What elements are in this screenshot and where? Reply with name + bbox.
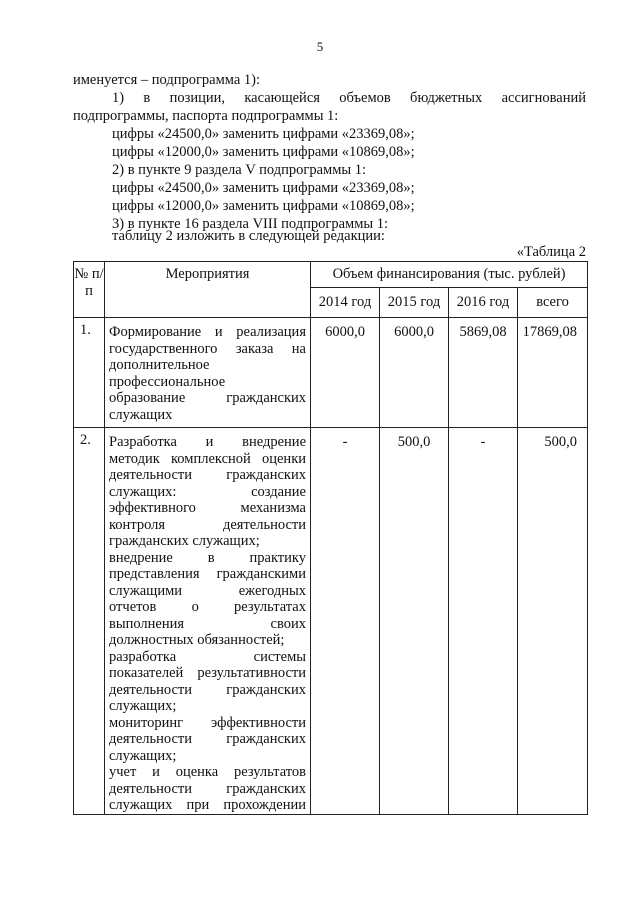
- intro-line-1: именуется – подпрограмма 1):: [73, 72, 261, 88]
- intro-line-10: таблицу 2 изложить в следующей редакции:: [112, 228, 385, 244]
- description-line: учет и оценка результатов: [109, 764, 306, 780]
- description-line: служащих;: [109, 698, 177, 714]
- description-line: Формирование и реализация: [109, 324, 306, 340]
- description-line: деятельности гражданских: [109, 780, 306, 797]
- description-line: показателей результативности: [109, 665, 306, 681]
- intro-line-4: цифры «24500,0» заменить цифрами «23369,08»;: [112, 126, 415, 142]
- description-line: служащих;: [109, 747, 177, 764]
- header-number: № п/п: [74, 262, 105, 318]
- header-total: всего: [518, 288, 588, 318]
- description-line: служащих при прохождении: [109, 797, 306, 813]
- description-line: контроля деятельности: [109, 516, 306, 533]
- description-line: мониторинг эффективности: [109, 714, 306, 731]
- value-2015: 500,0: [380, 428, 449, 815]
- description-line: отчетов о результатах: [109, 599, 306, 615]
- value-2014: 6000,0: [311, 318, 380, 428]
- description-line: эффективного механизма: [109, 500, 306, 516]
- intro-line-3: подпрограммы, паспорта подпрограммы 1:: [73, 108, 339, 124]
- table-caption: «Таблица 2: [516, 244, 586, 260]
- intro-line-5: цифры «12000,0» заменить цифрами «10869,08»;: [112, 144, 415, 160]
- description-line: внедрение в практику: [109, 549, 306, 566]
- header-funding: Объем финансирования (тыс. рублей): [311, 262, 588, 288]
- intro-line-8: цифры «12000,0» заменить цифрами «10869,08»;: [112, 198, 415, 214]
- description-line: методик комплексной оценки: [109, 450, 306, 467]
- value-2014: -: [311, 428, 380, 815]
- description-line: Разработка и внедрение: [109, 434, 306, 450]
- row-number: 2.: [74, 428, 105, 815]
- header-year-2016: 2016 год: [449, 288, 518, 318]
- description-line: служащих: [109, 406, 173, 423]
- intro-line-7: цифры «24500,0» заменить цифрами «23369,08»;: [112, 180, 415, 196]
- description-line: разработка системы: [109, 648, 306, 665]
- description-line: представления гражданскими: [109, 566, 306, 582]
- intro-line-9: 3) в пункте 16 раздела VIII подпрограммы 1:: [112, 216, 389, 232]
- description-line: деятельности гражданских: [109, 681, 306, 698]
- value-2016: 5869,08: [449, 318, 518, 428]
- description-line: выполнения своих: [109, 615, 306, 632]
- value-2015: 6000,0: [380, 318, 449, 428]
- description-line: гражданских служащих;: [109, 533, 260, 549]
- table-row: [74, 428, 588, 815]
- row-number: 1.: [74, 318, 105, 428]
- description-line: профессиональное: [109, 373, 226, 390]
- description-line: должностных обязанностей;: [109, 632, 285, 648]
- row-description: [105, 318, 311, 428]
- value-total: 500,0: [518, 428, 588, 815]
- funding-table: [73, 261, 588, 815]
- description-line: деятельности гражданских: [109, 731, 306, 747]
- description-line: служащих: создание: [109, 483, 306, 500]
- header-year-2015: 2015 год: [380, 288, 449, 318]
- page-number: 5: [316, 39, 324, 54]
- description-line: служащими ежегодных: [109, 582, 306, 599]
- intro-line-6: 2) в пункте 9 раздела V подпрограммы 1:: [112, 162, 367, 178]
- header-year-2014: 2014 год: [311, 288, 380, 318]
- description-line: образование гражданских: [109, 390, 306, 406]
- value-2016: -: [449, 428, 518, 815]
- description-line: дополнительное: [109, 357, 210, 373]
- row-description: [105, 428, 311, 815]
- intro-line-2: 1) в позиции, касающейся объемов бюджетных ассигнований: [112, 90, 586, 106]
- description-line: государственного заказа на: [109, 340, 306, 357]
- description-line: деятельности гражданских: [109, 467, 306, 483]
- table-row: [74, 318, 588, 428]
- value-total: 17869,08: [518, 318, 588, 428]
- header-events: Мероприятия: [105, 262, 311, 318]
